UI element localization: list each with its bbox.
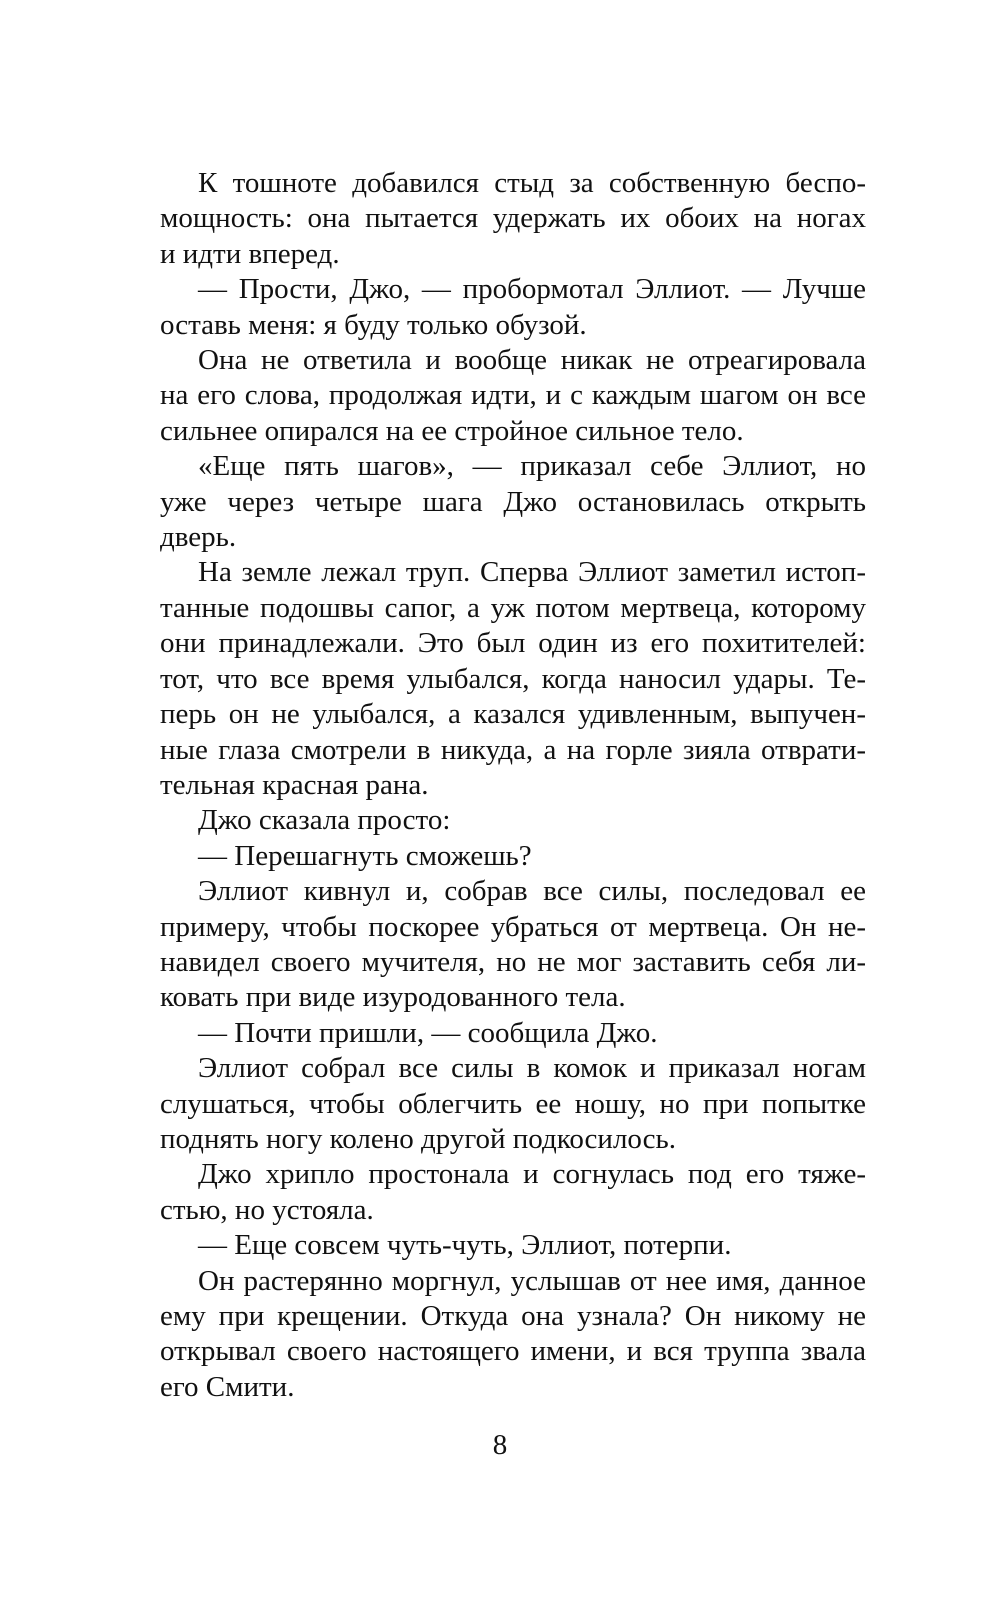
text-line: — Прости, Джо, — пробормотал Эллиот. — Лучше [198, 273, 866, 306]
text-line: Она не ответила и вообще никак не отреагировала [198, 344, 866, 377]
text-line: танные подошвы сапог, а уж потом мертвеца, которому [160, 591, 866, 624]
text-line: — Почти пришли, — сообщила Джо. [198, 1016, 658, 1049]
text-line: слушаться, чтобы облегчить ее ношу, но при попытке [160, 1087, 866, 1120]
text-line: навидел своего мучителя, но не мог заставить себя ли- [160, 945, 866, 978]
text-line: примеру, чтобы поскорее убраться от мертвеца. Он не- [160, 910, 866, 943]
text-line: Эллиот кивнул и, собрав все силы, последовал ее [198, 875, 866, 908]
text-line: Джо хрипло простонала и согнулась под его тяже- [198, 1158, 866, 1191]
paragraph [160, 1016, 866, 1051]
text-line: его Смити. [160, 1370, 295, 1403]
text-line: К тошноте добавился стыд за собственную беспо- [198, 167, 866, 199]
text-line: ные глаза смотрели в никуда, а на горле зияла отврати- [160, 733, 866, 766]
text-line: и идти вперед. [160, 237, 340, 270]
text-line: — Еще совсем чуть-чуть, Эллиот, потерпи. [198, 1229, 732, 1262]
text-line: На земле лежал труп. Сперва Эллиот заметил истоп- [198, 556, 866, 589]
paragraph [160, 166, 866, 272]
text-line: на его слова, продолжая идти, и с каждым шагом он все [160, 379, 866, 412]
text-line: Эллиот собрал все силы в комок и приказал ногам [198, 1052, 866, 1085]
text-line: Джо сказала просто: [198, 804, 451, 837]
paragraph [160, 839, 866, 874]
text-line: тельная красная рана. [160, 768, 429, 801]
text-line: ему при крещении. Откуда она узнала? Он никому не [160, 1300, 866, 1332]
paragraph [160, 1264, 866, 1406]
text-line: тот, что все время улыбался, когда наносил удары. Те- [160, 662, 866, 695]
paragraph [160, 1228, 866, 1263]
paragraph [160, 803, 866, 838]
text-line: открывал своего настоящего имени, и вся труппа звала [160, 1335, 866, 1368]
text-line: мощность: она пытается удержать их обоих на ногах [160, 202, 866, 235]
text-line: перь он не улыбался, а казался удивленным, выпучен- [160, 698, 866, 731]
text-line: сильнее опирался на ее стройное сильное тело. [160, 414, 744, 447]
body-text [160, 166, 866, 1405]
text-line: Он растерянно моргнул, услышав от нее имя, данное [198, 1264, 866, 1297]
paragraph [160, 555, 866, 803]
paragraph [160, 1157, 866, 1228]
paragraph [160, 272, 866, 343]
paragraph [160, 1051, 866, 1157]
paragraph [160, 874, 866, 1016]
text-line: поднять ногу колено другой подкосилось. [160, 1122, 676, 1155]
text-line: дверь. [160, 521, 237, 554]
paragraph [160, 343, 866, 449]
text-line: стью, но устояла. [160, 1193, 374, 1226]
text-line: — Перешагнуть сможешь? [198, 839, 532, 872]
page-number: 8 [492, 1429, 508, 1461]
text-line: оставь меня: я буду только обузой. [160, 308, 587, 341]
text-line: ковать при виде изуродованного тела. [160, 981, 626, 1014]
text-line: «Еще пять шагов», — приказал себе Эллиот, но [198, 450, 866, 483]
paragraph [160, 449, 866, 555]
text-line: уже через четыре шага Джо остановилась открыть [160, 485, 866, 518]
text-line: они принадлежали. Это был один из его похитителей: [160, 627, 866, 660]
